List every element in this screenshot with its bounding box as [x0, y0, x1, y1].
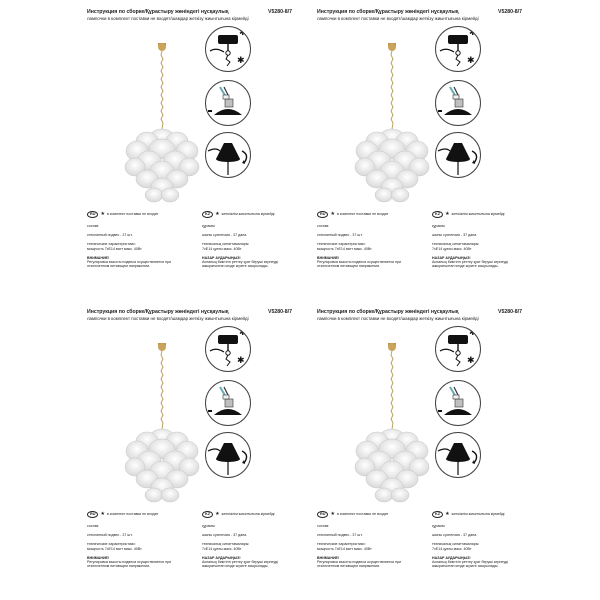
star-icon: ★ [445, 511, 450, 517]
ru-material-label: состав: [87, 524, 100, 528]
spec-section [87, 211, 297, 271]
step-3-canopy-rotate [435, 432, 481, 478]
kz-tech-label: техникалық сипаттамалары: [432, 542, 480, 547]
kz-warning-text: Аспаның биіктігін реттеу қуат беруші кернеуді ажыратылған кезде жүзеге асырылады. [432, 560, 509, 569]
ru-tech-label: технические характеристики: [87, 542, 136, 547]
chain-hook-icon [206, 27, 250, 71]
canopy-rotate-icon [206, 433, 250, 477]
kz-material-label: құрамы: [202, 524, 216, 528]
sheet-title [317, 309, 522, 315]
step-2-wire-connection [205, 380, 251, 426]
instruction-sheet-4 [317, 309, 527, 569]
ru-tech-label: технические характеристики: [317, 542, 366, 547]
canopy-rotate-icon [436, 433, 480, 477]
svg-text:✱: ✱ [237, 55, 245, 65]
svg-text:✱: ✱ [239, 327, 247, 337]
kz-tech-value: 7хE14 қуаты макс. 40Вт [202, 546, 242, 551]
svg-text:✱: ✱ [467, 355, 475, 365]
svg-text:✱: ✱ [469, 327, 477, 337]
kz-warning-text: Аспаның биіктігін реттеу қуат беруші кернеуді ажыратылған кезде жүзеге асырылады. [202, 560, 279, 569]
kz-warning-label: НАЗАР АУДАРЫҢЫЗ! [202, 555, 241, 560]
chain-hook-icon [206, 327, 250, 371]
sheet-subtitle: лампочки в комплект поставки не входят/шамдар жеткізу жиынтығына кірмейді [87, 16, 249, 21]
kz-material-label: құрамы: [202, 224, 216, 228]
ru-material-value: стеклянный подвес - 37 шт. [87, 233, 133, 238]
model-code: V5280-8/7 [498, 309, 522, 315]
step-2-wire-connection [435, 380, 481, 426]
kz-material-label: құрамы: [432, 524, 446, 528]
ru-material-label: состав: [317, 224, 330, 228]
flag-ru: RU [87, 211, 98, 218]
kz-material-value: шыны суспензия - 37 дана. [432, 533, 478, 538]
wire-connector-icon [206, 381, 250, 425]
step-1-chain-hook [435, 26, 481, 72]
kz-tech-label: техникалық сипаттамалары: [432, 242, 480, 247]
ru-tech-value: мощность 7хE14 ватт макс. 40Вт [317, 546, 372, 551]
ru-warning-text: Регулировка высоты подвеса осуществляется при отключенном питающем напряжении. [87, 260, 172, 269]
title-text: Инструкция по сборке/Құрастыру жөніндегі нұсқаулық [87, 309, 229, 315]
ru-material-label: состав: [317, 524, 330, 528]
instruction-sheet-1 [87, 9, 297, 269]
step-3-canopy-rotate [205, 132, 251, 178]
ru-star-note: в комплект поставки не входит [106, 212, 159, 217]
ru-tech-value: мощность 7хE14 ватт макс. 40Вт [317, 246, 372, 251]
title-text: Инструкция по сборке/Құрастыру жөніндегі нұсқаулық [87, 9, 229, 15]
wire-connector-icon [436, 381, 480, 425]
chandelier-illustration [327, 325, 442, 515]
kz-star-note: жеткізілім жиынтығына кірмейді [451, 512, 505, 517]
title-text: Инструкция по сборке/Құрастыру жөніндегі нұсқаулық [317, 9, 459, 15]
chandelier-illustration [97, 325, 212, 515]
step-1-chain-hook [435, 326, 481, 372]
kz-material-value: шыны суспензия - 37 дана. [432, 233, 478, 238]
step-2-wire-connection [205, 80, 251, 126]
kz-material-label: құрамы: [432, 224, 446, 228]
star-icon: ★ [215, 511, 220, 517]
ru-star-note: в комплект поставки не входит [106, 512, 159, 517]
svg-text:✱: ✱ [469, 27, 477, 37]
wire-connector-icon [436, 81, 480, 125]
ru-material-value: стеклянный подвес - 37 шт. [87, 533, 133, 538]
step-1-chain-hook [205, 326, 251, 372]
ru-warning-text: Регулировка высоты подвеса осуществляется при отключенном питающем напряжении. [87, 560, 172, 569]
kz-star-note: жеткізілім жиынтығына кірмейді [221, 212, 275, 217]
kz-star-note: жеткізілім жиынтығына кірмейді [221, 512, 275, 517]
spec-column-kz [202, 511, 300, 568]
ru-tech-value: мощность 7хE14 ватт макс. 40Вт [87, 546, 142, 551]
instruction-sheet-3 [87, 309, 297, 569]
star-icon: ★ [215, 211, 220, 217]
kz-star-note: жеткізілім жиынтығына кірмейді [451, 212, 505, 217]
spec-section [317, 211, 527, 271]
spec-section [317, 511, 527, 571]
model-code: V5280-8/7 [268, 9, 292, 15]
instruction-sheet-2 [317, 9, 527, 269]
kz-warning-text: Аспаның биіктігін реттеу қуат беруші кернеуді ажыратылған кезде жүзеге асырылады. [202, 260, 279, 269]
sheet-title [317, 9, 522, 15]
star-icon: ★ [100, 511, 105, 517]
flag-ru: RU [317, 511, 328, 518]
wire-connector-icon [206, 81, 250, 125]
spec-column-kz [432, 211, 530, 268]
sheet-subtitle: лампочки в комплект поставки не входят/шамдар жеткізу жиынтығына кірмейді [317, 16, 479, 21]
step-2-wire-connection [435, 80, 481, 126]
spec-section [87, 511, 297, 571]
kz-warning-label: НАЗАР АУДАРЫҢЫЗ! [432, 255, 471, 260]
kz-warning-text: Аспаның биіктігін реттеу қуат беруші кернеуді ажыратылған кезде жүзеге асырылады. [432, 260, 509, 269]
star-icon: ★ [100, 211, 105, 217]
kz-tech-value: 7хE14 қуаты макс. 40Вт [202, 246, 242, 251]
kz-warning-label: НАЗАР АУДАРЫҢЫЗ! [202, 255, 241, 260]
kz-tech-value: 7хE14 қуаты макс. 40Вт [432, 546, 472, 551]
step-3-canopy-rotate [435, 132, 481, 178]
ru-material-value: стеклянный подвес - 37 шт. [317, 533, 363, 538]
flag-kz: KZ [432, 511, 443, 518]
ru-warning-label: ВНИМАНИЕ! [87, 255, 110, 260]
kz-tech-value: 7хE14 қуаты макс. 40Вт [432, 246, 472, 251]
spec-column-ru [317, 511, 415, 568]
ru-material-label: состав: [87, 224, 100, 228]
ru-warning-label: ВНИМАНИЕ! [317, 555, 340, 560]
star-icon: ★ [330, 511, 335, 517]
spec-column-ru [87, 211, 185, 268]
spec-column-kz [432, 511, 530, 568]
flag-ru: RU [317, 211, 328, 218]
flag-ru: RU [87, 511, 98, 518]
ru-warning-text: Регулировка высоты подвеса осуществляется при отключенном питающем напряжении. [317, 560, 402, 569]
chandelier-illustration [97, 25, 212, 215]
sheet-title [87, 9, 292, 15]
ru-star-note: в комплект поставки не входит [336, 212, 389, 217]
chain-hook-icon [436, 27, 480, 71]
ru-tech-label: технические характеристики: [317, 242, 366, 247]
ru-material-value: стеклянный подвес - 37 шт. [317, 233, 363, 238]
model-code: V5280-8/7 [498, 9, 522, 15]
flag-kz: KZ [202, 511, 213, 518]
chandelier-illustration [327, 25, 442, 215]
kz-tech-label: техникалық сипаттамалары: [202, 242, 250, 247]
canopy-rotate-icon [436, 133, 480, 177]
ru-warning-label: ВНИМАНИЕ! [317, 255, 340, 260]
star-icon: ★ [330, 211, 335, 217]
svg-text:✱: ✱ [239, 27, 247, 37]
kz-warning-label: НАЗАР АУДАРЫҢЫЗ! [432, 555, 471, 560]
step-3-canopy-rotate [205, 432, 251, 478]
kz-tech-label: техникалық сипаттамалары: [202, 542, 250, 547]
kz-material-value: шыны суспензия - 37 дана. [202, 233, 248, 238]
step-1-chain-hook [205, 26, 251, 72]
ru-tech-label: технические характеристики: [87, 242, 136, 247]
sheet-subtitle: лампочки в комплект поставки не входят/шамдар жеткізу жиынтығына кірмейді [87, 316, 249, 321]
ru-star-note: в комплект поставки не входит [336, 512, 389, 517]
chain-hook-icon [436, 327, 480, 371]
canopy-rotate-icon [206, 133, 250, 177]
star-icon: ★ [445, 211, 450, 217]
sheet-subtitle: лампочки в комплект поставки не входят/шамдар жеткізу жиынтығына кірмейді [317, 316, 479, 321]
svg-text:✱: ✱ [237, 355, 245, 365]
ru-warning-label: ВНИМАНИЕ! [87, 555, 110, 560]
ru-warning-text: Регулировка высоты подвеса осуществляется при отключенном питающем напряжении. [317, 260, 402, 269]
flag-kz: KZ [432, 211, 443, 218]
flag-kz: KZ [202, 211, 213, 218]
ru-tech-value: мощность 7хE14 ватт макс. 40Вт [87, 246, 142, 251]
model-code: V5280-8/7 [268, 309, 292, 315]
kz-material-value: шыны суспензия - 37 дана. [202, 533, 248, 538]
spec-column-ru [87, 511, 185, 568]
svg-text:✱: ✱ [467, 55, 475, 65]
title-text: Инструкция по сборке/Құрастыру жөніндегі нұсқаулық [317, 309, 459, 315]
spec-column-ru [317, 211, 415, 268]
sheet-title [87, 309, 292, 315]
spec-column-kz [202, 211, 300, 268]
